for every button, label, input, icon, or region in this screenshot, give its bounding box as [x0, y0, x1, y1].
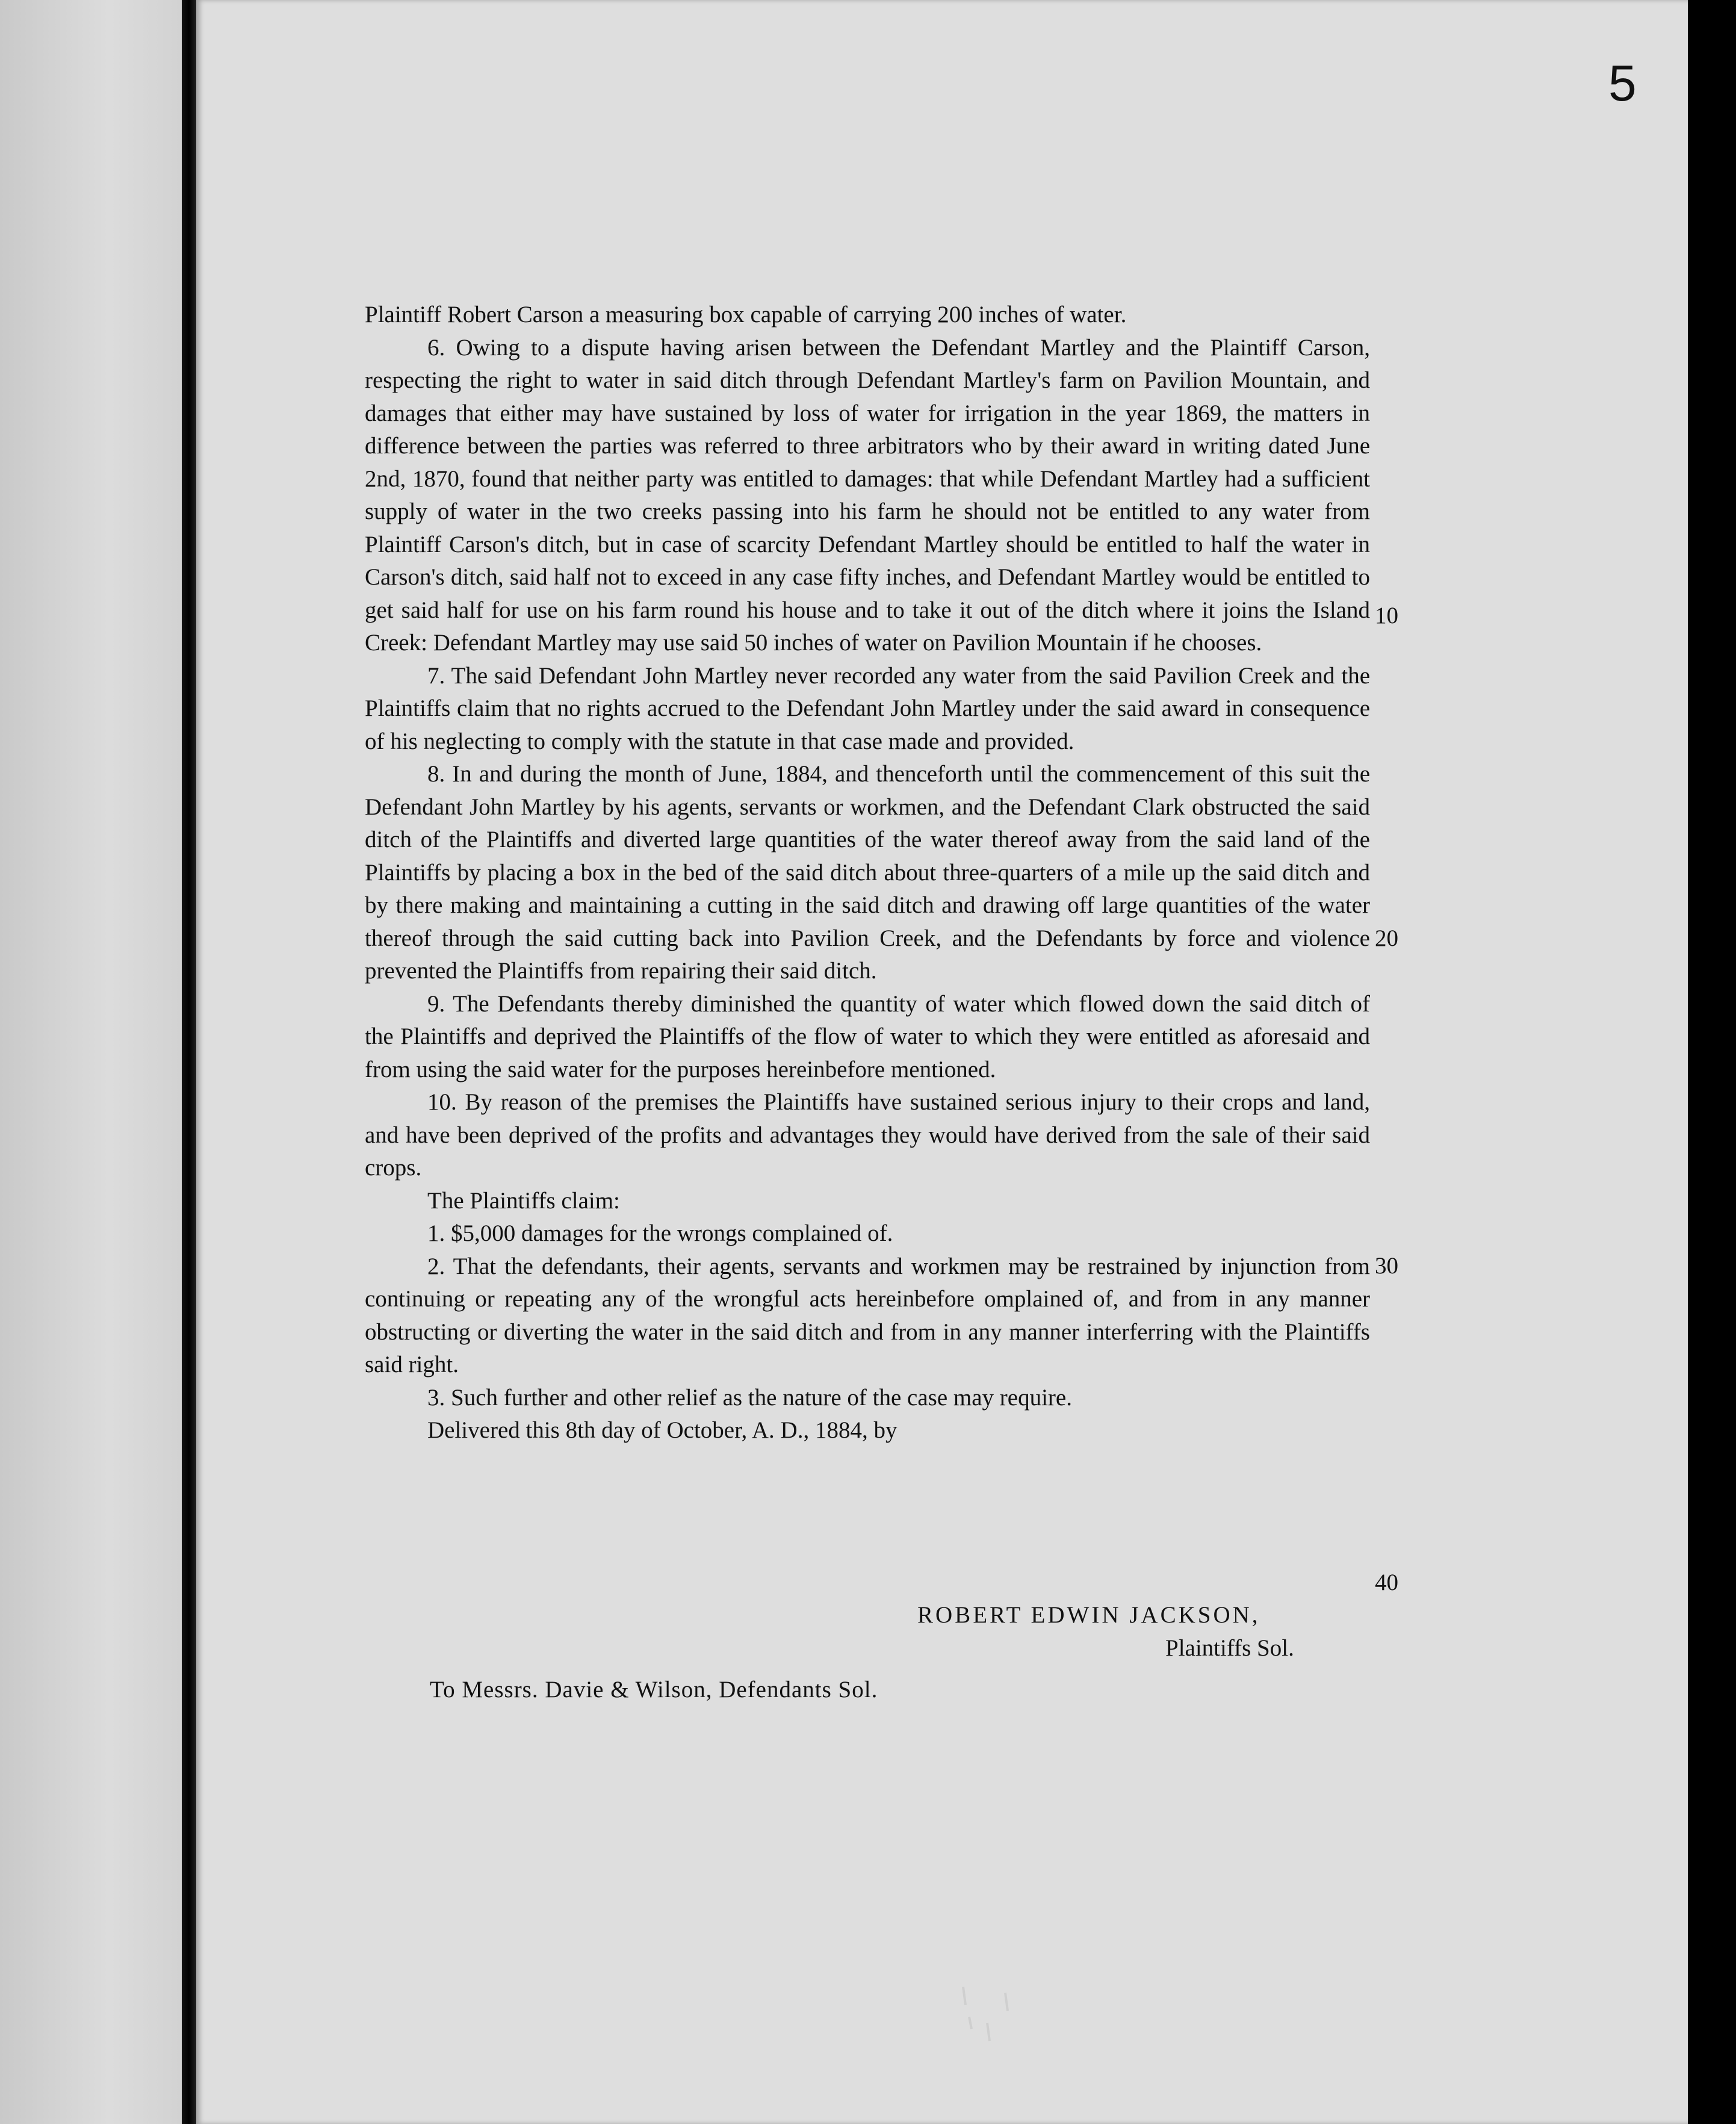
line-number: 30	[1375, 1253, 1398, 1279]
paragraph: 7. The said Defendant John Martley never recorded any water from the said Pavilion Creek and the Plaintiffs claim that no rights accrued to the Defendant John Martley under the said award in consequence of his neglecting to comply with the statute in that case made and provided.	[365, 662, 1370, 754]
paragraph: The Plaintiffs claim:	[427, 1187, 620, 1214]
paragraph: 9. The Defendants thereby diminished the quantity of water which flowed down the said ditch of the Plaintiffs and deprived the Plaintiffs of the flow of water to which they were entitled as aforesaid and from using the said water for the purposes hereinbefore mentioned.	[365, 990, 1370, 1082]
left-page-margin	[0, 0, 182, 2124]
scan-border	[1688, 0, 1736, 2124]
document-body	[365, 299, 1370, 1447]
scan-blemish	[951, 1981, 1017, 2047]
paragraph: 1. $5,000 damages for the wrongs complained of.	[427, 1220, 893, 1246]
paragraph: 10. By reason of the premises the Plaintiffs have sustained serious injury to their crops and land, and have been deprived of the profits and advantages they would have derived from the sale of their said crops.	[365, 1089, 1370, 1181]
signatory-name: ROBERT EDWIN JACKSON,	[917, 1602, 1260, 1628]
paragraph: 8. In and during the month of June, 1884, and thenceforth until the commencement of this suit the Defendant John Martley by his agents, servants or workmen, and the Defendant Clark obstructed the said ditch of the Plaintiffs and diverted large quantities of the water thereof away from the said land of the Plaintiffs by placing a box in the bed of the said ditch about three-quarters of a mile up the said ditch and by there making and maintaining a cutting in the said ditch and drawing off large quantities of the water thereof through the said cutting back into Pavilion Creek, and the Defendants by force and violence prevented the Plaintiffs from repairing their said ditch.	[365, 761, 1370, 984]
paragraph: 2. That the defendants, their agents, servants and workmen may be restrained by injunction from continuing or repeating any of the wrongful acts hereinbefore omplained of, and from in any manner obstructing or diverting the water in the said ditch and from in any manner interferring with the Plaintiffs said right.	[365, 1253, 1370, 1377]
paragraph: 3. Such further and other relief as the nature of the case may require.	[427, 1384, 1072, 1411]
book-gutter	[182, 0, 196, 2124]
paragraph: Delivered this 8th day of October, A. D., 1884, by	[427, 1417, 897, 1443]
signatory-title: Plaintiffs Sol.	[1165, 1635, 1294, 1661]
line-number: 20	[1375, 925, 1398, 951]
paragraph: Plaintiff Robert Carson a measuring box capable of carrying 200 inches of water.	[365, 302, 1127, 328]
page-number: 5	[1608, 55, 1637, 111]
line-number: 10	[1375, 603, 1398, 629]
signature-block	[917, 1599, 1399, 1665]
addressee-line: To Messrs. Davie & Wilson, Defendants Sol.	[430, 1677, 878, 1703]
line-number: 40	[1375, 1570, 1398, 1595]
paragraph: 6. Owing to a dispute having arisen between the Defendant Martley and the Plaintiff Carson, respecting the right to water in said ditch through Defendant Martley's farm on Pavilion Mountain, and damages that either may have sustained by loss of water for irrigation in the year 1869, the matters in difference between the parties was referred to three arbitrators who by their award in writing dated June 2nd, 1870, found that neither party was entitled to damages: that while Defendant Martley had a sufficient supply of water in the two creeks passing into his farm he should not be entitled to any water from Plaintiff Carson's ditch, but in case of scarcity Defendant Martley should be entitled to half the water in Carson's ditch, said half not to exceed in any case fifty inches, and Defendant Martley would be entitled to get said half for use on his farm round his house and to take it out of the ditch where it joins the Island Creek: Defendant Martley may use said 50 inches of water on Pavilion Mountain if he chooses.	[365, 334, 1370, 656]
